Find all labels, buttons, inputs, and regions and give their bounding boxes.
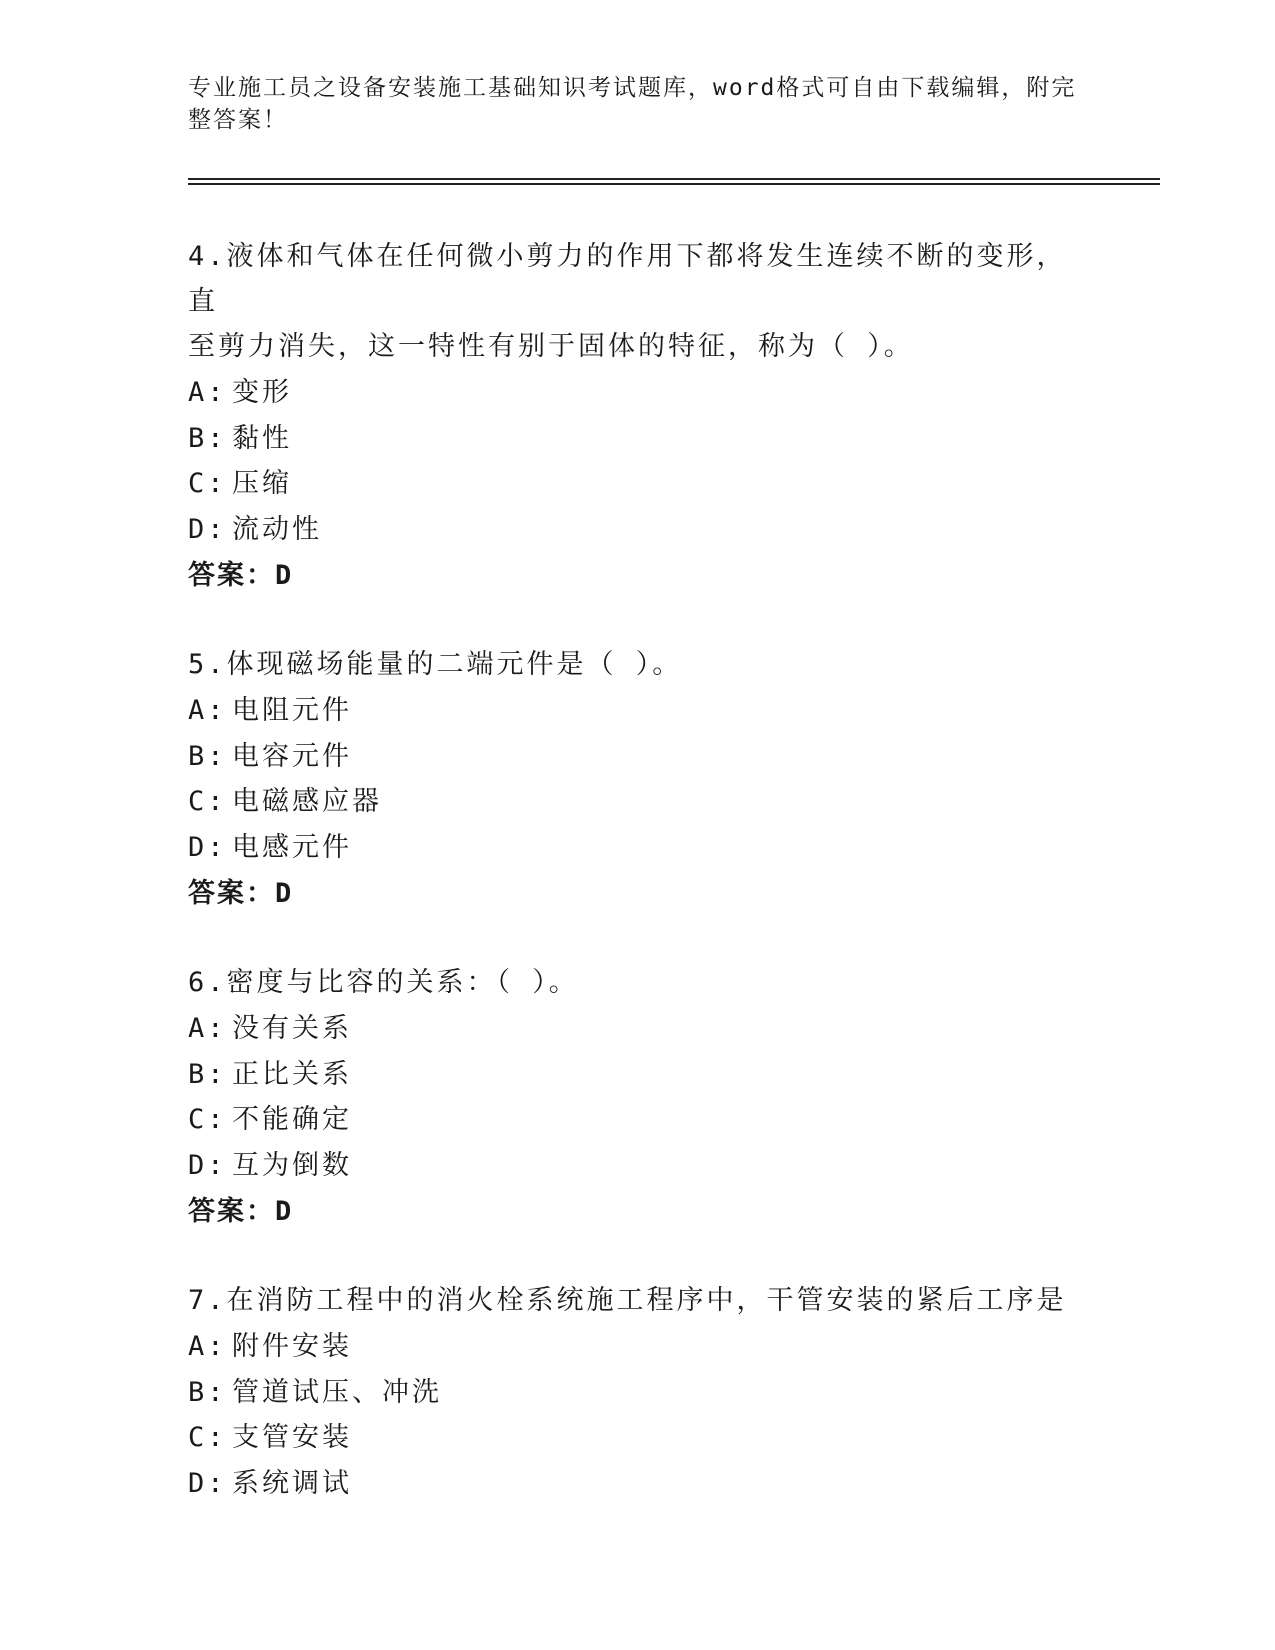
question-4-option-c — [188, 461, 1088, 507]
option-text: 电阻元件 — [232, 695, 352, 726]
option-letter: D: — [188, 831, 227, 863]
option-letter: D: — [188, 513, 227, 545]
option-letter: B: — [188, 1376, 227, 1408]
question-6-answer: 答案：D — [188, 1196, 294, 1227]
question-6-option-a — [188, 1006, 1088, 1052]
question-4-option-a — [188, 370, 1088, 416]
option-text: 电磁感应器 — [232, 786, 382, 817]
question-6-text: 6.密度与比容的关系：（ ）。 — [188, 967, 579, 998]
option-text: 附件安装 — [232, 1331, 352, 1362]
question-5-text: 5.体现磁场能量的二端元件是（ ）。 — [188, 649, 683, 680]
question-7-option-a — [188, 1324, 1088, 1370]
question-5-option-c — [188, 779, 1088, 825]
option-letter: A: — [188, 377, 227, 408]
header-line-2: 整答案！ — [188, 107, 288, 133]
document-header — [188, 72, 1078, 136]
option-text: 没有关系 — [232, 1013, 352, 1044]
option-text: 黏性 — [232, 422, 292, 454]
option-text: 系统调试 — [232, 1467, 352, 1499]
option-text: 流动性 — [232, 513, 322, 545]
question-4-option-b — [188, 416, 1088, 462]
option-text: 电容元件 — [232, 740, 352, 772]
option-letter: A: — [188, 1013, 227, 1044]
question-6-option-c — [188, 1097, 1088, 1143]
question-6-option-b — [188, 1052, 1088, 1098]
question-list — [188, 234, 1088, 1550]
question-7 — [188, 1278, 1088, 1506]
option-text: 支管安装 — [232, 1422, 352, 1453]
option-letter: D: — [188, 1467, 227, 1499]
option-letter: A: — [188, 695, 227, 726]
question-4 — [188, 234, 1088, 598]
option-letter: C: — [188, 786, 227, 817]
header-divider-top — [188, 178, 1160, 180]
option-letter: D: — [188, 1149, 227, 1181]
question-4-answer: 答案：D — [188, 560, 294, 591]
question-7-option-c — [188, 1415, 1088, 1461]
question-5-option-b — [188, 734, 1088, 780]
option-letter: C: — [188, 1104, 227, 1135]
question-6-option-d — [188, 1143, 1088, 1189]
option-text: 压缩 — [232, 468, 292, 499]
option-text: 管道试压、冲洗 — [232, 1376, 442, 1408]
question-7-option-d — [188, 1461, 1088, 1507]
option-letter: B: — [188, 422, 227, 454]
question-5-option-d — [188, 825, 1088, 871]
option-text: 变形 — [232, 377, 292, 408]
question-7-option-b — [188, 1370, 1088, 1416]
question-4-text-line-1: 4.液体和气体在任何微小剪力的作用下都将发生连续不断的变形，直 — [188, 241, 1067, 317]
header-line-1: 专业施工员之设备安装施工基础知识考试题库，word格式可自由下载编辑，附完 — [188, 75, 1077, 101]
question-5 — [188, 642, 1088, 916]
option-letter: C: — [188, 468, 227, 499]
question-4-option-d — [188, 507, 1088, 553]
option-text: 互为倒数 — [232, 1149, 352, 1181]
question-5-option-a — [188, 688, 1088, 734]
option-text: 不能确定 — [232, 1104, 352, 1135]
option-text: 电感元件 — [232, 831, 352, 863]
question-4-text-line-2: 至剪力消失，这一特性有别于固体的特征，称为（ ）。 — [188, 331, 914, 362]
option-text: 正比关系 — [232, 1058, 352, 1090]
question-4-text — [188, 234, 1088, 369]
question-7-text: 7.在消防工程中的消火栓系统施工程序中，干管安装的紧后工序是 — [188, 1285, 1067, 1316]
question-6 — [188, 960, 1088, 1234]
option-letter: B: — [188, 1058, 227, 1090]
option-letter: C: — [188, 1422, 227, 1453]
option-letter: B: — [188, 740, 227, 772]
option-letter: A: — [188, 1331, 227, 1362]
header-divider-bottom — [188, 183, 1160, 185]
question-5-answer: 答案：D — [188, 878, 294, 909]
